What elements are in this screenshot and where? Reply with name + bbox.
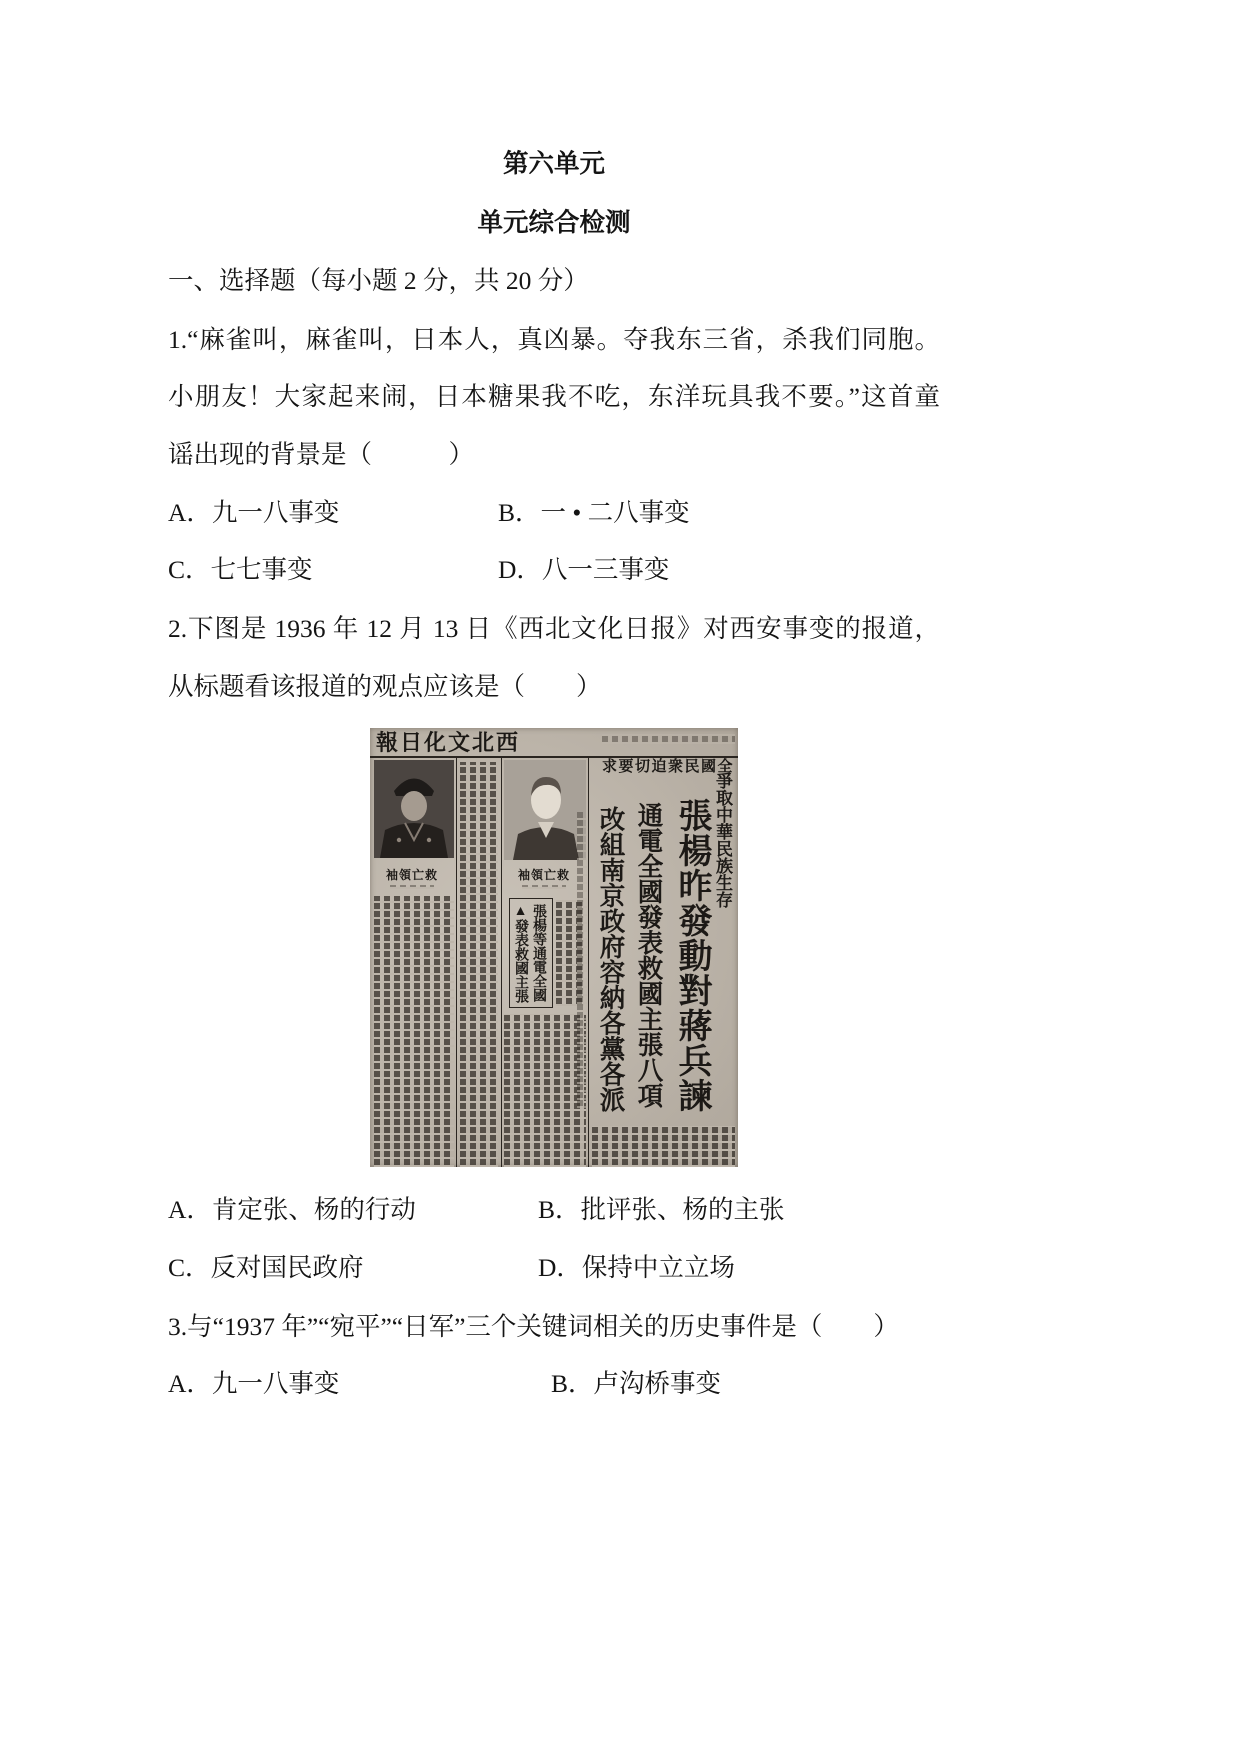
headline-sub: 通電全國發表救國主張八項 — [634, 802, 664, 1108]
medal — [397, 838, 401, 842]
column-rule — [588, 758, 589, 1167]
option-b: B．卢沟桥事变 — [551, 1369, 722, 1398]
side-box-line: ▲發表救國主張 — [513, 904, 528, 1003]
section-heading: 一、选择题（每小题 2 分，共 20 分） — [168, 266, 589, 295]
question-stem-line: 1.“麻雀叫，麻雀叫，日本人，真凶暴。夺我东三省，杀我们同胞。 — [168, 325, 940, 354]
medal — [427, 838, 431, 842]
body-text-column — [592, 1126, 735, 1167]
unit-title: 第六单元 — [502, 150, 605, 178]
body-text-column — [504, 1014, 586, 1167]
option-c: C．七七事变 — [168, 555, 313, 584]
headline-kicker: 爭取中華民族生存 — [713, 772, 732, 908]
option-b: B．一 • 二八事变 — [498, 498, 690, 527]
caption-subtext — [522, 885, 566, 889]
option-a: A．肯定张、杨的行动 — [168, 1195, 416, 1224]
headline-sub: 改組南京政府容納各黨各派 — [596, 806, 626, 1112]
newspaper-masthead: 西北文化日報 — [376, 730, 521, 755]
option-c: C．反对国民政府 — [168, 1253, 364, 1282]
option-b: B．批评张、杨的主张 — [538, 1195, 785, 1224]
subheadline-column — [577, 812, 587, 1108]
option-a: A．九一八事变 — [168, 498, 340, 527]
headline-main: 張楊昨發動對蔣兵諫 — [673, 798, 710, 1113]
caption-subtext — [390, 885, 434, 889]
body-text-column — [460, 762, 498, 1167]
side-box-line: 張楊等通電全國 — [531, 904, 546, 1002]
column-rule — [501, 758, 502, 1167]
face — [401, 791, 427, 821]
question-stem-line: 2.下图是 1936 年 12 月 13 日《西北文化日报》对西安事变的报道， — [168, 614, 940, 643]
question-stem-line: 小朋友！大家起来闹，日本糖果我不吃，东洋玩具我不要。”这首童 — [168, 382, 940, 411]
portrait-photo — [374, 760, 454, 858]
portrait-photo — [504, 760, 586, 860]
newspaper-banner: 全國民衆迫切要求 — [602, 759, 735, 775]
question-stem-line: 3.与“1937 年”“宛平”“日军”三个关键词相关的历史事件是（ ） — [168, 1312, 899, 1341]
portrait-caption: 救亡領袖 — [518, 868, 571, 882]
newspaper-figure — [370, 728, 738, 1167]
question-stem-line: 谣出现的背景是（ ） — [168, 440, 475, 469]
option-d: D．保持中立立场 — [538, 1253, 735, 1282]
masthead-rule — [370, 756, 738, 758]
option-d: D．八一三事变 — [498, 555, 670, 584]
body-text-column — [374, 896, 454, 1167]
test-title: 单元综合检测 — [477, 209, 631, 237]
option-a: A．九一八事变 — [168, 1369, 340, 1398]
question-stem-line: 从标题看该报道的观点应该是（ ） — [168, 672, 602, 701]
column-rule — [456, 758, 457, 1167]
date-line — [602, 734, 735, 744]
portrait-caption: 救亡領袖 — [386, 868, 439, 882]
